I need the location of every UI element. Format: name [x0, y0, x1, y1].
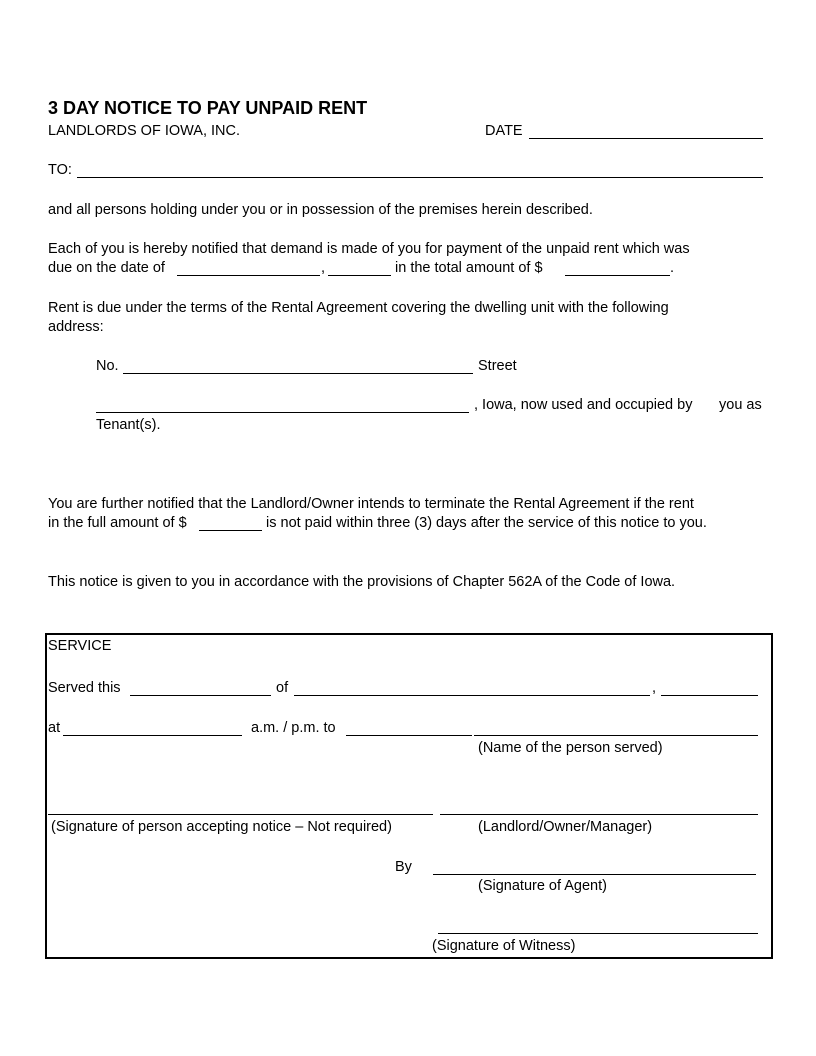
due-date-comma: , [321, 260, 326, 276]
termination-paragraph-rest: is not paid within three (3) days after the service of this notice to you. [266, 515, 707, 531]
document-title: 3 DAY NOTICE TO PAY UNPAID RENT [48, 98, 368, 118]
tenants-text: Tenant(s). [96, 417, 161, 433]
city-field-line[interactable] [96, 412, 469, 413]
served-month-field-line[interactable] [294, 695, 650, 696]
service-heading: SERVICE [48, 638, 112, 654]
name-served-caption: (Name of the person served) [478, 740, 663, 756]
iowa-occupied-text: , Iowa, now used and occupied by [474, 397, 693, 413]
agent-signature-caption: (Signature of Agent) [478, 878, 607, 894]
due-year-field-line[interactable] [328, 275, 391, 276]
accepting-signature-line[interactable] [48, 814, 433, 815]
landlord-caption: (Landlord/Owner/Manager) [478, 819, 653, 835]
due-date-field-line[interactable] [177, 275, 320, 276]
served-at-label: at [48, 720, 61, 736]
rent-terms-line2: address: [48, 319, 104, 335]
total-amount-field-line[interactable] [565, 275, 670, 276]
by-label: By [395, 859, 412, 875]
witness-signature-caption: (Signature of Witness) [432, 938, 576, 954]
served-of-label: of [276, 680, 289, 696]
served-time-field-line[interactable] [63, 735, 242, 736]
company-name: LANDLORDS OF IOWA, INC. [48, 123, 241, 139]
total-amount-period: . [670, 260, 675, 276]
to-label: TO: [48, 162, 72, 178]
served-this-label: Served this [48, 680, 121, 696]
witness-signature-line[interactable] [438, 933, 758, 934]
due-date-label: due on the date of [48, 260, 165, 276]
holders-paragraph: and all persons holding under you or in possession of the premises herein described. [48, 202, 593, 218]
you-as-text: you as [719, 397, 762, 413]
rent-terms-line1: Rent is due under the terms of the Rental Agreement covering the dwelling unit with the following [48, 300, 669, 316]
served-day-field-line[interactable] [130, 695, 271, 696]
ampm-to-label: a.m. / p.m. to [251, 720, 336, 736]
landlord-signature-line[interactable] [440, 814, 758, 815]
demand-paragraph-line1: Each of you is hereby notified that demand is made of you for payment of the unpaid rent which was [48, 241, 690, 257]
street-address-field-line[interactable] [123, 373, 473, 374]
served-to-field-line-2[interactable] [474, 735, 758, 736]
street-no-label: No. [96, 358, 119, 374]
date-field-line[interactable] [529, 138, 763, 139]
service-box [45, 633, 773, 959]
date-label: DATE [485, 123, 523, 139]
total-amount-label: in the total amount of $ [395, 260, 543, 276]
code-of-iowa-paragraph: This notice is given to you in accordance with the provisions of Chapter 562A of the Code of Iowa. [48, 574, 676, 590]
accepting-signature-caption: (Signature of person accepting notice – Not required) [51, 819, 392, 835]
served-to-field-line-1[interactable] [346, 735, 472, 736]
full-amount-label: in the full amount of $ [48, 515, 187, 531]
full-amount-field-line[interactable] [199, 530, 262, 531]
agent-signature-line[interactable] [433, 874, 756, 875]
street-label: Street [478, 358, 517, 374]
to-field-line[interactable] [77, 177, 763, 178]
served-year-field-line[interactable] [661, 695, 758, 696]
served-comma: , [652, 680, 657, 696]
termination-paragraph-line1: You are further notified that the Landlord/Owner intends to terminate the Rental Agreement if the rent [48, 496, 694, 512]
